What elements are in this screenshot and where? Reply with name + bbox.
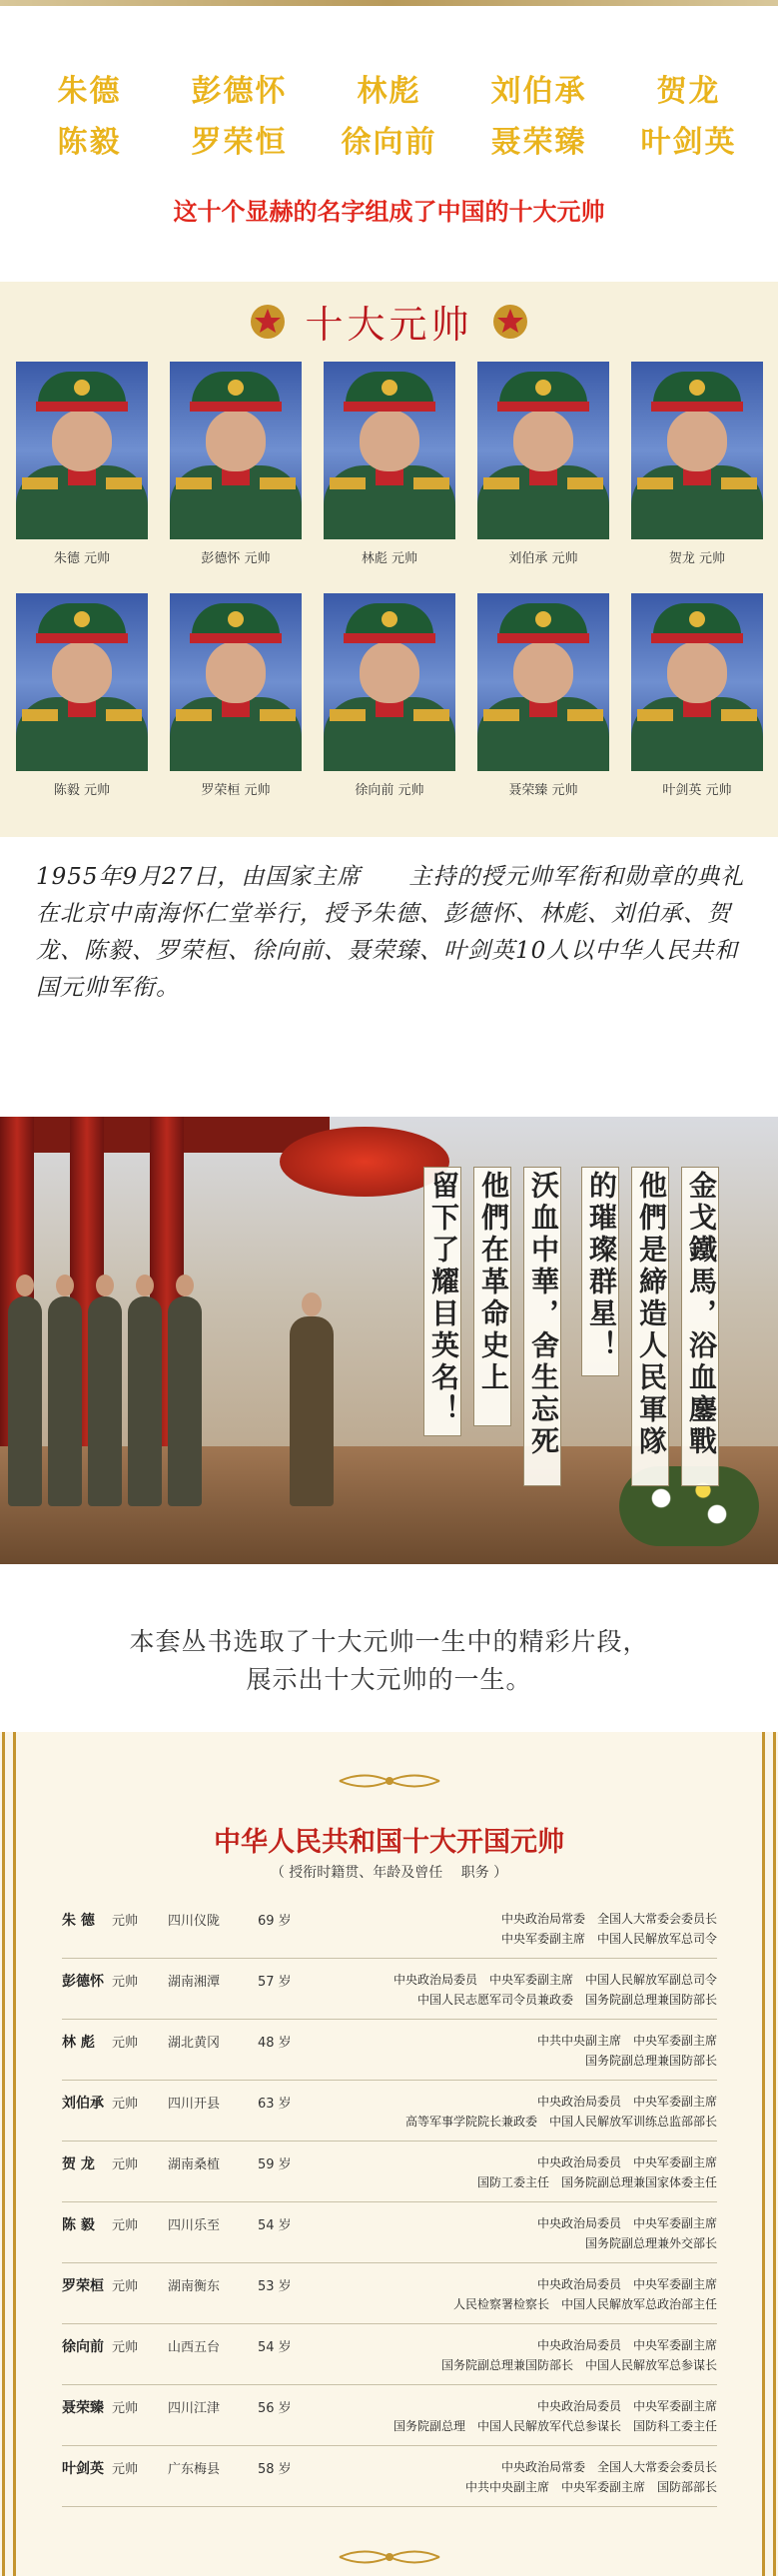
marshal-card-label: 彭德怀 元帅	[201, 551, 271, 566]
rank-cell: 元帅	[112, 2097, 139, 2112]
figure	[8, 1296, 42, 1506]
calligraphy-column: 他們在革命史上	[477, 1171, 510, 1394]
table-row	[62, 2324, 717, 2385]
age-cell: 54 岁	[258, 2340, 292, 2355]
age-cell: 57 岁	[258, 1975, 292, 1990]
marshals-title-bar	[0, 294, 778, 349]
calligraphy-column: 的璀璨群星！	[585, 1171, 618, 1362]
marshal-portrait	[324, 593, 455, 771]
duty-line-2: 国务院副总理兼外交部长	[584, 2236, 717, 2250]
birthplace-cell: 四川仪陇	[168, 1914, 221, 1929]
age-cell: 48 岁	[258, 2036, 292, 2051]
names-section	[0, 0, 778, 282]
table-subtitle: （ 授衔时籍贯、年龄及曾任 职务 ）	[270, 1865, 508, 1881]
marshal-card	[16, 362, 148, 566]
table-row	[62, 2202, 717, 2263]
marshal-name-cell: 彭德怀	[62, 1974, 104, 1990]
duty-line-2: 国务院副总理兼国防部长 中国人民解放军总参谋长	[440, 2358, 717, 2372]
duty-line-2: 国防工委主任 国务院副总理兼国家体委主任	[476, 2175, 717, 2189]
marshal-name-cell: 徐向前	[62, 2339, 104, 2355]
rank-cell: 元帅	[112, 2157, 139, 2172]
calligraphy-column: 他們是締造人民軍隊	[635, 1171, 668, 1458]
rank-cell: 元帅	[112, 2462, 139, 2477]
table-row	[62, 2142, 717, 2202]
marshal-name-cell: 罗荣桓	[62, 2278, 104, 2294]
marshals-portrait-section	[0, 282, 778, 837]
marshal-card-label: 叶剑英 元帅	[662, 783, 732, 798]
marshals-table-section	[0, 1732, 778, 2576]
portrait-row-1	[16, 362, 763, 566]
birthplace-cell: 四川乐至	[168, 2218, 221, 2233]
age-cell: 59 岁	[258, 2157, 292, 2172]
marshal-name-cell: 刘伯承	[62, 2096, 104, 2112]
marshal-portrait	[477, 593, 609, 771]
duty-line-2: 国务院副总理 中国人民解放军代总参谋长 国防科工委主任	[392, 2419, 717, 2433]
marshal-name: 贺龙	[656, 74, 721, 109]
marshal-card	[324, 593, 455, 798]
birthplace-cell: 山西五台	[168, 2340, 221, 2355]
top-divider	[0, 0, 778, 6]
rank-cell: 元帅	[112, 2340, 139, 2355]
names-caption: 这十个显赫的名字组成了中国的十大元帅	[173, 198, 605, 226]
duty-line-1: 中共中央副主席 中央军委副主席	[536, 2034, 717, 2048]
rank-cell: 元帅	[112, 2279, 139, 2294]
duty-line-1: 中央政治局委员 中央军委副主席	[536, 2155, 717, 2169]
star-emblem-icon	[492, 304, 528, 340]
marshal-name: 罗荣恒	[191, 125, 288, 160]
duty-line-2: 人民检察署检察长 中国人民解放军总政治部主任	[452, 2297, 717, 2311]
duty-line-2: 国务院副总理兼国防部长	[584, 2054, 717, 2068]
marshal-portrait	[631, 593, 763, 771]
marshal-card	[324, 362, 455, 566]
duty-line-1: 中央政治局委员 中央军委副主席	[536, 2095, 717, 2109]
marshal-card	[170, 362, 302, 566]
calligraphy-column: 留下了耀目英名！	[427, 1171, 460, 1426]
duty-line-1: 中央政治局委员 中央军委副主席	[536, 2216, 717, 2230]
marshal-card-label: 贺龙 元帅	[668, 551, 726, 566]
duty-line-1: 中央政治局委员 中央军委副主席	[536, 2338, 717, 2352]
table-row	[62, 2263, 717, 2324]
marshal-card-label: 林彪 元帅	[361, 551, 418, 566]
age-cell: 63 岁	[258, 2097, 292, 2112]
marshals-title: 十大元帅	[305, 303, 473, 347]
marshal-card	[631, 593, 763, 798]
marshal-card-label: 刘伯承 元帅	[508, 551, 578, 566]
birthplace-cell: 湖北黄冈	[168, 2036, 221, 2051]
marshal-card-label: 陈毅 元帅	[53, 783, 111, 798]
marshal-name-cell: 陈 毅	[62, 2217, 95, 2233]
age-cell: 58 岁	[258, 2462, 292, 2477]
portrait-row-2	[16, 593, 763, 798]
marshal-name-cell: 叶剑英	[62, 2461, 104, 2477]
marshal-card	[631, 362, 763, 566]
duty-line-1: 中央政治局常委 全国人大常委会委员长	[500, 2460, 717, 2474]
age-cell: 54 岁	[258, 2218, 292, 2233]
marshal-card	[477, 593, 609, 798]
marshal-name: 陈毅	[57, 125, 122, 160]
age-cell: 53 岁	[258, 2279, 292, 2294]
marshal-portrait	[170, 362, 302, 539]
table-row	[62, 2081, 717, 2142]
birthplace-cell: 广东梅县	[168, 2462, 221, 2477]
handwritten-paragraph: 1955年9月27日，由国家主席 主持的授元帅军衔和勋章的典礼在北京中南海怀仁堂举行，授予朱德、彭德怀、林彪、刘伯承、贺龙、陈毅、罗荣桓、徐向前、聂荣臻、叶剑英10人以中华人民共和国元帅军衔。	[36, 864, 745, 1001]
marshal-card-label: 聂荣臻 元帅	[508, 783, 578, 798]
calligraphy-column: 金戈鐵馬，浴血鏖戰	[685, 1171, 718, 1458]
duty-line-1: 中央政治局委员 中央军委副主席	[536, 2277, 717, 2291]
birthplace-cell: 四川开县	[168, 2097, 221, 2112]
age-cell: 56 岁	[258, 2401, 292, 2416]
birthplace-cell: 湖南湘潭	[168, 1975, 221, 1990]
marshal-name: 徐向前	[341, 125, 437, 160]
marshal-card	[477, 362, 609, 566]
figure	[168, 1296, 202, 1506]
marshal-card-label: 徐向前 元帅	[355, 783, 424, 798]
summary-section	[0, 1564, 778, 1732]
marshal-portrait	[477, 362, 609, 539]
birthplace-cell: 湖南衡东	[168, 2279, 221, 2294]
marshal-card	[16, 593, 148, 798]
calligraphy-column: 沃血中華，舍生忘死	[527, 1171, 560, 1458]
marshal-portrait	[631, 362, 763, 539]
marshal-name: 刘伯承	[490, 74, 587, 109]
marshal-name-cell: 贺 龙	[62, 2156, 95, 2172]
birthplace-cell: 湖南桑植	[168, 2157, 221, 2172]
marshal-name-cell: 林 彪	[62, 2035, 95, 2051]
marshal-name-cell: 朱 德	[62, 1913, 95, 1929]
marshal-card	[170, 593, 302, 798]
marshal-card-label: 罗荣桓 元帅	[201, 783, 271, 798]
marshal-name-cell: 聂荣臻	[62, 2400, 104, 2416]
figure	[48, 1296, 82, 1506]
table-row	[62, 1898, 717, 1959]
rank-cell: 元帅	[112, 1914, 139, 1929]
marshal-portrait	[170, 593, 302, 771]
names-row-1	[0, 66, 778, 110]
duty-line-2: 中国人民志愿军司令员兼政委 国务院副总理兼国防部长	[416, 1993, 717, 2007]
star-emblem-icon	[250, 304, 286, 340]
ceremony-painting	[0, 1117, 778, 1564]
marshal-portrait	[16, 362, 148, 539]
birthplace-cell: 四川江津	[168, 2401, 221, 2416]
figure	[128, 1296, 162, 1506]
marshals-table	[62, 1898, 717, 2507]
names-row-2	[0, 117, 778, 161]
handwritten-section	[0, 837, 778, 1117]
marshal-name: 聂荣臻	[490, 125, 587, 160]
rank-cell: 元帅	[112, 1975, 139, 1990]
duty-line-1: 中央政治局委员 中央军委副主席	[536, 2399, 717, 2413]
marshal-name: 朱德	[57, 74, 122, 109]
duty-line-2: 中共中央副主席 中央军委副主席 国防部部长	[464, 2480, 717, 2494]
table-row	[62, 2446, 717, 2507]
speaker-figure	[290, 1316, 334, 1506]
marshal-name: 林彪	[357, 74, 421, 109]
summary-line-1: 本套丛书选取了十大元帅一生中的精彩片段，	[129, 1627, 649, 1656]
age-cell: 69 岁	[258, 1914, 292, 1929]
rank-cell: 元帅	[112, 2218, 139, 2233]
duty-line-2: 中央军委副主席 中国人民解放军总司令	[500, 1932, 717, 1946]
rank-cell: 元帅	[112, 2401, 139, 2416]
rank-cell: 元帅	[112, 2036, 139, 2051]
figure	[88, 1296, 122, 1506]
duty-line-2: 高等军事学院院长兼政委 中国人民解放军训练总监部部长	[404, 2115, 717, 2129]
marshal-portrait	[324, 362, 455, 539]
table-row	[62, 2385, 717, 2446]
marshal-portrait	[16, 593, 148, 771]
marshal-name: 彭德怀	[191, 74, 288, 109]
marshal-name: 叶剑英	[640, 125, 737, 160]
table-row	[62, 1959, 717, 2020]
table-title: 中华人民共和国十大开国元帅	[214, 1827, 564, 1858]
ornament-icon	[335, 1770, 444, 1792]
duty-line-1: 中央政治局委员 中央军委副主席 中国人民解放军副总司令	[392, 1973, 717, 1987]
summary-line-2: 展示出十大元帅的一生。	[246, 1665, 532, 1694]
duty-line-1: 中央政治局常委 全国人大常委会委员长	[500, 1912, 717, 1926]
ornament-icon	[335, 2546, 444, 2568]
table-row	[62, 2020, 717, 2081]
marshal-card-label: 朱德 元帅	[53, 551, 111, 566]
